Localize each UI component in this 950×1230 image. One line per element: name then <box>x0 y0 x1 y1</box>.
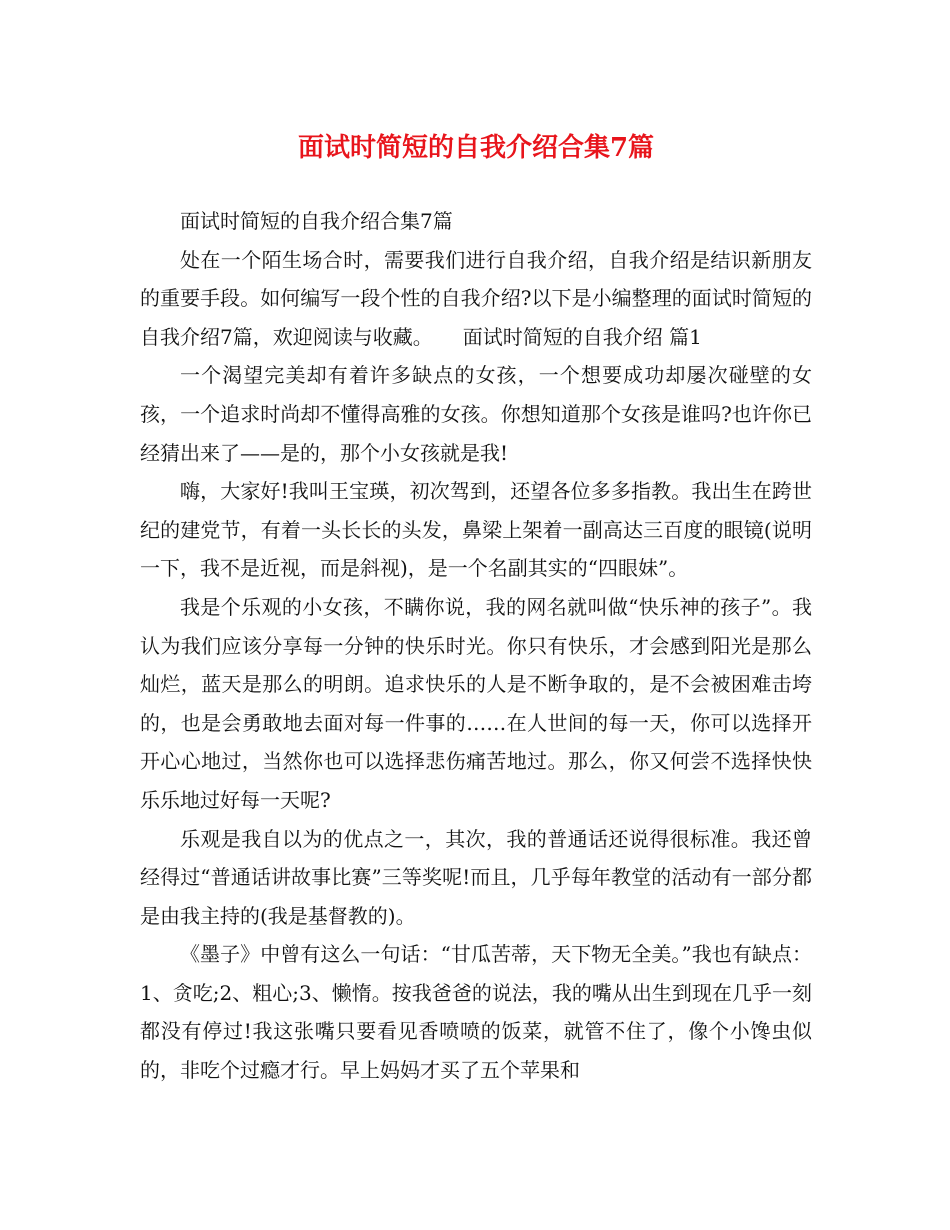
paragraph-5: 《墨子》中曾有这么一句话：“甘瓜苦蒂，天下物无全美。”我也有缺点：1、贪吃;2、粗心;3、懒惰。按我爸爸的说法，我的嘴从出生到现在几乎一刻都没有停过!我这张嘴只要看见香喷喷的饭菜，就管不住了，像个小馋虫似的，非吃个过瘾才行。早上妈妈才买了五个苹果和 <box>140 942 812 1083</box>
paragraph-2: 嗨，大家好!我叫王宝瑛，初次驾到，还望各位多多指教。我出生在跨世纪的建党节，有着一头长长的头发，鼻梁上架着一副高达三百度的眼镜(说明一下，我不是近视，而是斜视)，是一个名副其实的“四眼妹”。 <box>140 479 812 581</box>
paragraph-1: 一个渴望完美却有着许多缺点的女孩，一个想要成功却屡次碰壁的女孩，一个追求时尚却不懂得高雅的女孩。你想知道那个女孩是谁吗?也许你已经猜出来了——是的，那个小女孩就是我! <box>140 363 812 465</box>
paragraph-4: 乐观是我自以为的优点之一，其次，我的普通话还说得很标准。我还曾经得过“普通话讲故事比赛”三等奖呢!而且，几乎每年教堂的活动有一部分都是由我主持的(我是基督教的)。 <box>140 826 812 928</box>
paragraph-subtitle: 面试时简短的自我介绍合集7篇 <box>180 209 453 233</box>
document-title: 面试时简短的自我介绍合集7篇 <box>297 133 655 163</box>
paragraph-3: 我是个乐观的小女孩，不瞒你说，我的网名就叫做“快乐神的孩子”。我认为我们应该分享每一分钟的快乐时光。你只有快乐，才会感到阳光是那么灿烂，蓝天是那么的明朗。追求快乐的人是不断争取的，是不会被困难击垮的，也是会勇敢地去面对每一件事的……在人世间的每一天，你可以选择开开心心地过，当然你也可以选择悲伤痛苦地过。那么，你又何尝不选择快快乐乐地过好每一天呢? <box>140 594 812 812</box>
paragraph-intro: 处在一个陌生场合时，需要我们进行自我介绍，自我介绍是结识新朋友的重要手段。如何编写一段个性的自我介绍?以下是小编整理的面试时简短的自我介绍7篇，欢迎阅读与收藏。 面试时简短的自我介绍 篇1 <box>140 247 812 349</box>
document-body <box>140 202 812 1090</box>
